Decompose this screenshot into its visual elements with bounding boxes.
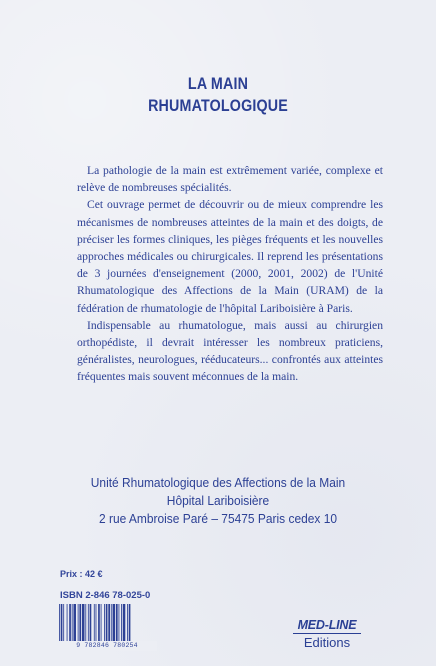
barcode-bar (104, 604, 105, 641)
book-title-line-2: RHUMATOLOGIQUE (148, 96, 288, 115)
barcode-bar (67, 604, 68, 641)
address-line-2: Hôpital Lariboisière (166, 493, 270, 508)
barcode-bar (121, 604, 122, 641)
barcode-bar (116, 604, 118, 641)
publisher-logo-text: MED-LINE (297, 618, 357, 632)
barcode-bar (90, 604, 92, 641)
blurb-paragraph-1: La pathologie de la main est extrêmement variée, complexe et relève de nombreuses spécialités. (77, 164, 383, 195)
barcode-bar (82, 604, 85, 641)
barcode-bar (119, 604, 120, 641)
barcode-bar (98, 604, 100, 641)
barcode-bar (63, 604, 64, 641)
barcode-bar (101, 604, 102, 641)
blurb-paragraph-2: Cet ouvrage permet de découvrir ou de mieux comprendre les mécanismes de nombreuses atteintes de la main et des doigts, de préciser les formes cliniques, les pièges fréquents et les nouvelles approches médicales ou chirurgicales. Il reprend les présentations de 3 journées d'enseignement (2000, 2001, 2002) de l'Unité Rhumatologique des Affections de la Main (URAM) de la fédération de rhumatologie de l'hôpital Lariboisière à Paris. (77, 198, 383, 315)
institution-address (17, 474, 418, 528)
barcode-bar (73, 604, 76, 641)
barcode-bar (94, 604, 95, 641)
barcode-bar (108, 604, 110, 641)
barcode-bar (88, 604, 89, 641)
barcode-bar (111, 604, 112, 641)
publisher-divider (293, 633, 361, 634)
blurb-paragraph-3: Indispensable au rhumatologue, mais aussi au chirurgien orthopédiste, il devrait intéresser les nombreux praticiens, généralistes, neurologues, rééducateurs... confrontés aux atteintes fréquentes mais souvent méconnues de la main. (77, 318, 383, 384)
barcode-bar (78, 604, 79, 641)
address-line-3: 2 rue Ambroise Paré – 75475 Paris cedex 10 (98, 511, 338, 526)
barcode-number: 9 782846 780254 (57, 641, 157, 651)
isbn-label: ISBN 2-846 78-025-0 (60, 590, 151, 601)
book-title-line-1: LA MAIN (187, 74, 249, 93)
barcode-bar (79, 604, 81, 641)
price-label: Prix : 42 € (60, 569, 103, 579)
publisher-name: Editions (303, 635, 351, 650)
address-line-1: Unité Rhumatologique des Affections de la Main (90, 475, 346, 490)
barcode-bar (106, 604, 108, 641)
barcode-bar (72, 604, 73, 641)
publisher-logo (286, 618, 368, 650)
barcode-bar (113, 604, 116, 641)
barcode-bar (123, 604, 126, 641)
barcode-bar (85, 604, 86, 641)
barcode-bar (69, 604, 71, 641)
blurb (77, 162, 383, 386)
